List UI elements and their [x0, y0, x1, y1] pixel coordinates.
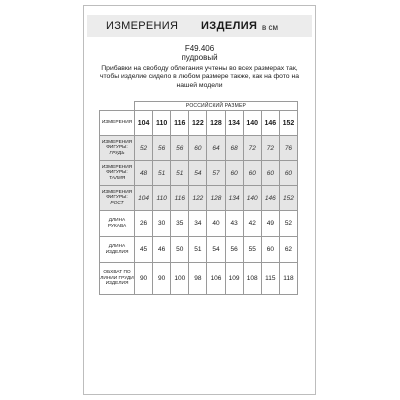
measurement-row	[100, 211, 298, 237]
row-label-main: ОБХВАТ ПО ЛИНИИ ГРУДИ	[100, 270, 134, 281]
value-cell: 56	[225, 237, 243, 263]
value-cell: 42	[243, 211, 261, 237]
size-chart-page	[83, 5, 316, 395]
value-cell: 108	[243, 263, 261, 295]
size-header-cell: 110	[153, 111, 171, 136]
size-header-cell: 116	[171, 111, 189, 136]
value-cell: 98	[189, 263, 207, 295]
measurement-row	[100, 263, 298, 295]
value-cell: 146	[261, 186, 279, 211]
row-label-main: ИЗМЕРЕНИЯ ФИГУРЫ:	[101, 164, 133, 176]
size-header-cell: 104	[135, 111, 153, 136]
value-cell: 60	[261, 237, 279, 263]
size-header-cell: 134	[225, 111, 243, 136]
value-cell: 115	[261, 263, 279, 295]
fit-note: Прибавки на свободу облегания учтены во всех размерах так, чтобы изделие сидело в любом размере также, как на фото на нашей модели	[99, 65, 299, 89]
row-label-sub: ГРУДЬ	[109, 150, 125, 156]
value-cell: 60	[261, 161, 279, 186]
value-cell: 49	[261, 211, 279, 237]
value-cell: 51	[171, 161, 189, 186]
value-cell: 35	[171, 211, 189, 237]
row-label	[100, 263, 135, 295]
row-label-sub: ИЗДЕЛИЯ	[105, 281, 129, 287]
value-cell: 72	[243, 136, 261, 161]
row-label	[100, 237, 135, 263]
title-measurements: ИЗМЕРЕНИЯ	[106, 20, 179, 32]
value-cell: 122	[189, 186, 207, 211]
value-cell: 34	[189, 211, 207, 237]
value-cell: 51	[153, 161, 171, 186]
measurement-row	[100, 186, 298, 211]
value-cell: 104	[135, 186, 153, 211]
product-color: пудровый	[181, 53, 218, 62]
row-label-main: ИЗМЕРЕНИЯ ФИГУРЫ:	[101, 189, 133, 201]
value-cell: 52	[135, 136, 153, 161]
row-label	[100, 161, 135, 186]
value-cell: 90	[135, 263, 153, 295]
value-cell: 50	[171, 237, 189, 263]
row-label-sub: ИЗДЕЛИЯ	[105, 249, 129, 255]
value-cell: 26	[135, 211, 153, 237]
value-cell: 106	[207, 263, 225, 295]
value-cell: 152	[279, 186, 297, 211]
value-cell: 57	[207, 161, 225, 186]
measurement-row	[100, 136, 298, 161]
russian-size-header: РОССИЙСКИЙ РАЗМЕР	[135, 102, 298, 111]
row-label-sub: РОСТ	[110, 200, 124, 206]
value-cell: 140	[243, 186, 261, 211]
value-cell: 60	[279, 161, 297, 186]
value-cell: 60	[225, 161, 243, 186]
size-table	[99, 101, 298, 295]
value-cell: 52	[279, 211, 297, 237]
measurement-row	[100, 161, 298, 186]
row-label-sub: ТАЛИЯ	[109, 175, 125, 181]
title-unit: в см	[262, 23, 278, 32]
value-cell: 68	[225, 136, 243, 161]
size-header-cell: 122	[189, 111, 207, 136]
value-cell: 76	[279, 136, 297, 161]
size-header-cell: 152	[279, 111, 297, 136]
value-cell: 55	[243, 237, 261, 263]
row-label	[100, 211, 135, 237]
value-cell: 56	[153, 136, 171, 161]
value-cell: 54	[189, 161, 207, 186]
size-row	[100, 111, 298, 136]
title-garment: ИЗДЕЛИЯ	[201, 20, 258, 32]
row-label	[100, 186, 135, 211]
value-cell: 48	[135, 161, 153, 186]
value-cell: 40	[207, 211, 225, 237]
value-cell: 134	[225, 186, 243, 211]
value-cell: 46	[153, 237, 171, 263]
value-cell: 109	[225, 263, 243, 295]
row-label-sub: РУКАВА	[107, 223, 127, 229]
value-cell: 45	[135, 237, 153, 263]
value-cell: 128	[207, 186, 225, 211]
value-cell: 43	[225, 211, 243, 237]
value-cell: 54	[207, 237, 225, 263]
group-header-row	[100, 102, 298, 111]
empty-corner	[100, 102, 135, 111]
value-cell: 116	[171, 186, 189, 211]
value-cell: 72	[261, 136, 279, 161]
value-cell: 56	[171, 136, 189, 161]
value-cell: 110	[153, 186, 171, 211]
measurement-row	[100, 237, 298, 263]
row-label	[100, 136, 135, 161]
row-label-main: ИЗМЕРЕНИЯ ФИГУРЫ:	[101, 139, 133, 151]
value-cell: 64	[207, 136, 225, 161]
value-cell: 51	[189, 237, 207, 263]
value-cell: 90	[153, 263, 171, 295]
value-cell: 60	[189, 136, 207, 161]
size-header-cell: 128	[207, 111, 225, 136]
value-cell: 100	[171, 263, 189, 295]
corner-label: ИЗМЕРЕНИЯ	[100, 111, 135, 136]
value-cell: 62	[279, 237, 297, 263]
value-cell: 118	[279, 263, 297, 295]
row-label-main: ДЛИНА	[108, 218, 126, 224]
row-label-main: ДЛИНА	[108, 244, 126, 250]
size-header-cell: 140	[243, 111, 261, 136]
size-header-cell: 146	[261, 111, 279, 136]
value-cell: 60	[243, 161, 261, 186]
value-cell: 30	[153, 211, 171, 237]
product-code: F49.406	[184, 44, 215, 53]
